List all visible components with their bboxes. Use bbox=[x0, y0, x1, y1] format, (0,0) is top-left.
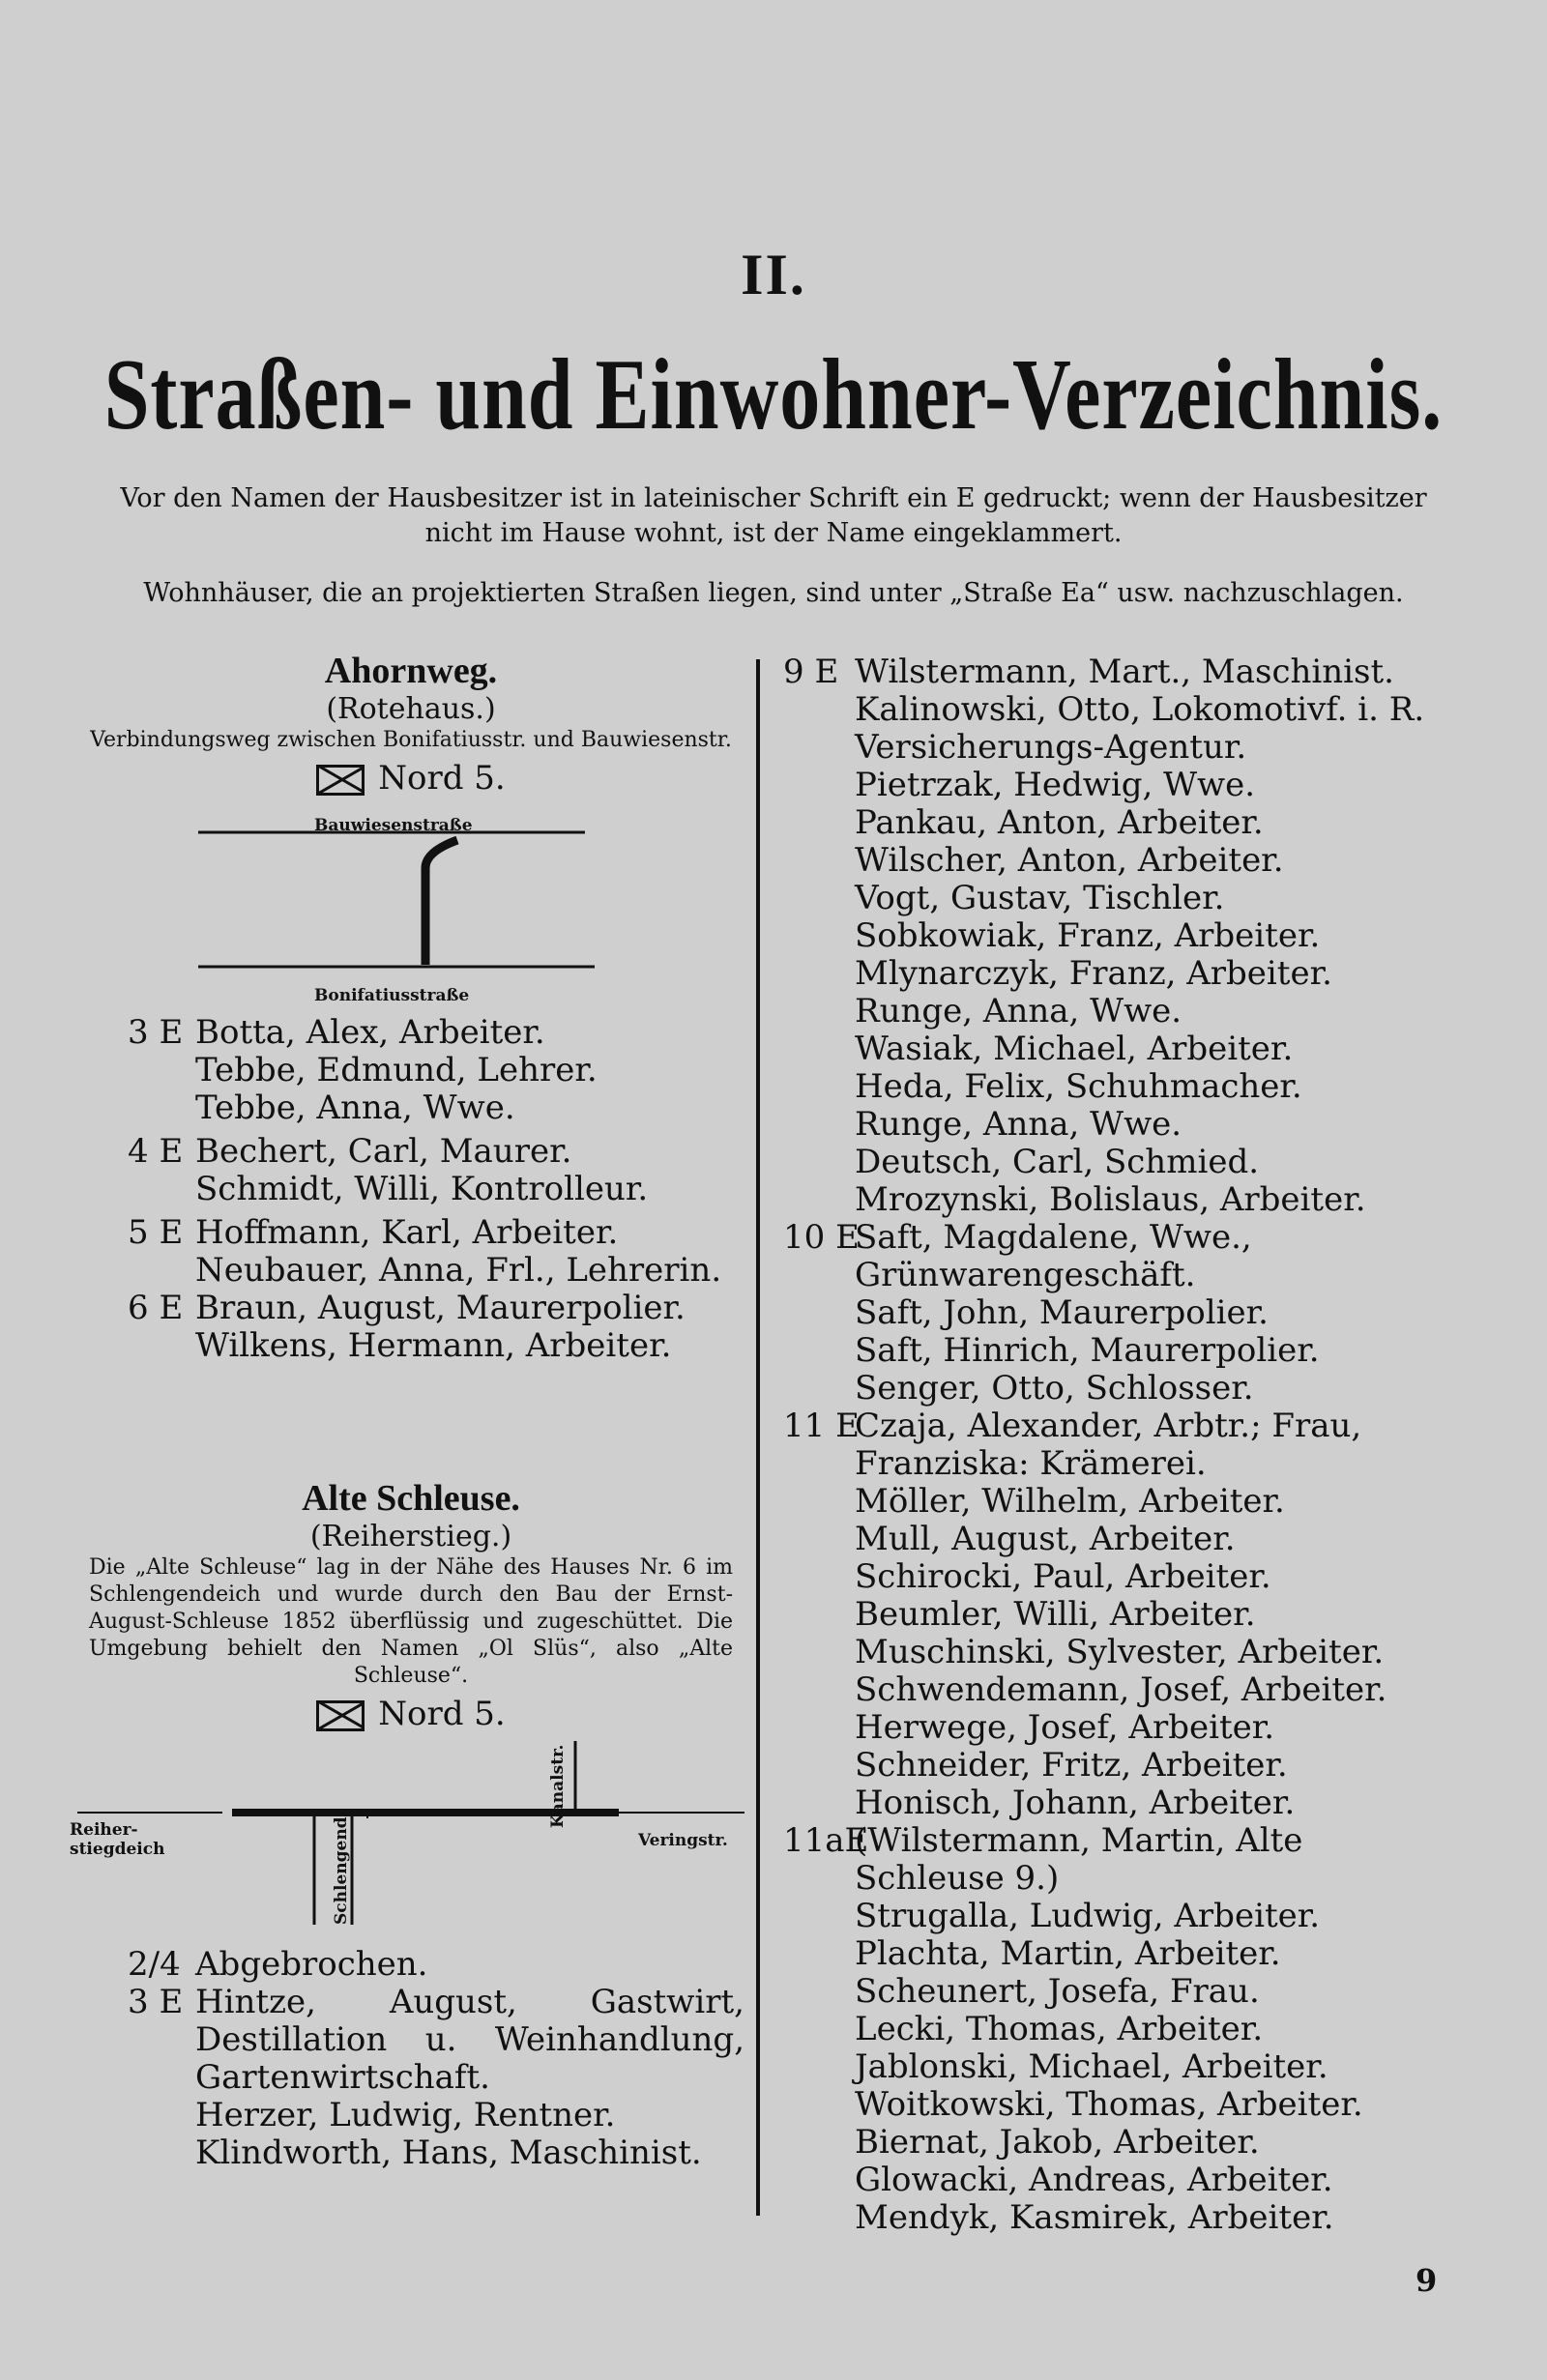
list-item: Neubauer, Anna, Frl., Lehrerin. bbox=[195, 1251, 722, 1290]
list-item: Möller, Wilhelm, Arbeiter. bbox=[855, 1482, 1285, 1521]
street-section-ahornweg bbox=[77, 650, 744, 1365]
list-item: Pankau, Anton, Arbeiter. bbox=[855, 803, 1264, 842]
list-item: 5 E Hoffmann, Karl, Arbeiter. bbox=[128, 1213, 619, 1252]
street-description: Verbindungsweg zwischen Bonifatiusstr. und Bauwiesenstr. bbox=[90, 728, 732, 752]
list-item: Tebbe, Anna, Wwe. bbox=[195, 1088, 515, 1127]
list-item: 2/4 Abgebrochen. bbox=[128, 1945, 428, 1984]
map-label-schlengendeich: Schlengend. bbox=[332, 1811, 351, 1925]
intro-note-owners: Vor den Namen der Hausbesitzer ist in lateinischer Schrift ein E gedruckt; wenn der Hausbesitzer nicht im Hause wohnt, ist der Name eingeklammert. bbox=[120, 483, 1427, 549]
list-item: Glowacki, Andreas, Arbeiter. bbox=[855, 2161, 1333, 2199]
page-title: Straßen- und Einwohner-Verzeichnis. bbox=[103, 338, 1444, 451]
list-item: 3 E Botta, Alex, Arbeiter. bbox=[128, 1013, 545, 1052]
residents-list-ahornweg bbox=[77, 1014, 744, 1365]
right-column bbox=[783, 653, 1460, 2237]
street-district: (Reiherstieg.) bbox=[309, 1520, 512, 1553]
list-item: Mendyk, Kasmirek, Arbeiter. bbox=[855, 2198, 1334, 2237]
map-label-veringstrasse: Veringstr. bbox=[638, 1831, 728, 1850]
list-item: 11 E Czaja, Alexander, Arbtr.; Frau, Franziska: Krämerei. bbox=[783, 1407, 1362, 1483]
list-item: 6 E Braun, August, Maurerpolier. bbox=[128, 1289, 686, 1327]
list-item: Schirocki, Paul, Arbeiter. bbox=[855, 1557, 1271, 1596]
map-label-kanalstrasse: Kanalstr. bbox=[548, 1744, 568, 1828]
street-name: Ahornweg. bbox=[324, 651, 498, 691]
list-item: Wasiak, Michael, Arbeiter. bbox=[855, 1030, 1294, 1068]
list-item: Pietrzak, Hedwig, Wwe. bbox=[855, 766, 1256, 804]
list-item: Wilkens, Hermann, Arbeiter. bbox=[195, 1326, 672, 1365]
list-item: Mull, August, Arbeiter. bbox=[855, 1520, 1236, 1558]
street-map-ahornweg bbox=[198, 805, 624, 1008]
list-item: Muschinski, Sylvester, Arbeiter. bbox=[855, 1633, 1385, 1671]
envelope-icon bbox=[316, 1700, 365, 1731]
residents-list-alte-schleuse bbox=[77, 1946, 744, 2172]
left-column bbox=[70, 650, 744, 2172]
list-item: Heda, Felix, Schuhmacher. bbox=[855, 1067, 1302, 1106]
list-item: Scheunert, Josefa, Frau. bbox=[855, 1972, 1260, 2011]
list-item: Mlynarczyk, Franz, Arbeiter. bbox=[855, 954, 1332, 993]
list-item: Sobkowiak, Franz, Arbeiter. bbox=[855, 916, 1321, 955]
intro-note-projected-streets: Wohnhäuser, die an projektierten Straßen liegen, sind unter „Straße Ea“ usw. nachzuschlagen. bbox=[143, 578, 1404, 608]
list-item: Beumler, Willi, Arbeiter. bbox=[855, 1595, 1256, 1634]
list-item: Deutsch, Carl, Schmied. bbox=[855, 1143, 1260, 1181]
list-item: 9 E Wilstermann, Mart., Maschinist. bbox=[783, 653, 1394, 691]
list-item: Plachta, Martin, Arbeiter. bbox=[855, 1934, 1281, 1973]
column-divider bbox=[756, 659, 760, 2216]
list-item: Schwendemann, Josef, Arbeiter. bbox=[855, 1670, 1387, 1709]
map-label-bonifatiusstrasse: Bonifatiusstraße bbox=[314, 986, 470, 1005]
list-item: Lecki, Thomas, Arbeiter. bbox=[855, 2010, 1264, 2048]
list-item: Vogt, Gustav, Tischler. bbox=[855, 879, 1225, 917]
envelope-icon bbox=[316, 765, 365, 796]
map-label-reiherstiegdeich: Reiher- stiegdeich bbox=[70, 1820, 165, 1859]
list-item: Mrozynski, Bolislaus, Arbeiter. bbox=[855, 1180, 1366, 1219]
postal-district bbox=[77, 760, 744, 798]
list-item: 10 E Saft, Magdalene, Wwe., Grünwarengeschäft. bbox=[783, 1218, 1252, 1294]
list-item: Honisch, Johann, Arbeiter. bbox=[855, 1784, 1296, 1822]
list-item: Schmidt, Willi, Kontrolleur. bbox=[195, 1170, 649, 1208]
list-item: Strugalla, Ludwig, Arbeiter. bbox=[855, 1897, 1321, 1935]
section-number: II. bbox=[741, 243, 806, 306]
list-item: Jablonski, Michael, Arbeiter. bbox=[855, 2047, 1328, 2086]
list-item: Saft, John, Maurerpolier. bbox=[855, 1293, 1269, 1332]
list-item: 4 E Bechert, Carl, Maurer. bbox=[128, 1132, 572, 1171]
postal-district-label: Nord 5. bbox=[378, 1695, 506, 1733]
list-item: Kalinowski, Otto, Lokomotivf. i. R. Versicherungs-Agentur. bbox=[855, 690, 1425, 767]
list-item: Herwege, Josef, Arbeiter. bbox=[855, 1708, 1275, 1747]
list-item: Saft, Hinrich, Maurerpolier. bbox=[855, 1331, 1320, 1370]
postal-district bbox=[77, 1696, 744, 1733]
postal-district-label: Nord 5. bbox=[378, 759, 506, 798]
list-item: Klindworth, Hans, Maschinist. bbox=[195, 2133, 702, 2172]
map-label-bauwiesenstrasse: Bauwiesenstraße bbox=[314, 816, 473, 835]
list-item: Wilscher, Anton, Arbeiter. bbox=[855, 841, 1284, 880]
street-section-alte-schleuse bbox=[70, 1477, 744, 2172]
list-item: Woitkowski, Thomas, Arbeiter. bbox=[855, 2085, 1363, 2124]
page-number: 9 bbox=[1416, 2262, 1438, 2299]
list-item: Runge, Anna, Wwe. bbox=[855, 992, 1182, 1030]
list-item: Senger, Otto, Schlosser. bbox=[855, 1369, 1254, 1408]
street-district: (Rotehaus.) bbox=[326, 692, 496, 726]
list-item: Tebbe, Edmund, Lehrer. bbox=[195, 1051, 598, 1089]
list-item: 3 E Hintze, August, Gastwirt, Destillation u. Weinhandlung, Gartenwirtschaft. bbox=[128, 1983, 744, 2097]
residents-list-alte-schleuse-continued bbox=[783, 653, 1460, 2237]
list-item: Biernat, Jakob, Arbeiter. bbox=[855, 2123, 1260, 2162]
street-map-alte-schleuse bbox=[70, 1741, 744, 1925]
list-item: Runge, Anna, Wwe. bbox=[855, 1105, 1182, 1144]
street-name: Alte Schleuse. bbox=[302, 1478, 520, 1519]
list-item: 11aE (Wilstermann, Martin, Alte Schleuse 9.) bbox=[783, 1821, 1303, 1898]
street-description: Die „Alte Schleuse“ lag in der Nähe des Hauses Nr. 6 im Schlengendeich und wurde durch den Bau der Ernst-August-Schleuse 1852 überflüssig und zugeschüttet. Die Umgebung behielt den Namen „Ol Slüs“, also „Alte Schleuse“. bbox=[89, 1555, 733, 1688]
list-item: Herzer, Ludwig, Rentner. bbox=[195, 2096, 616, 2134]
list-item: Schneider, Fritz, Arbeiter. bbox=[855, 1746, 1288, 1785]
